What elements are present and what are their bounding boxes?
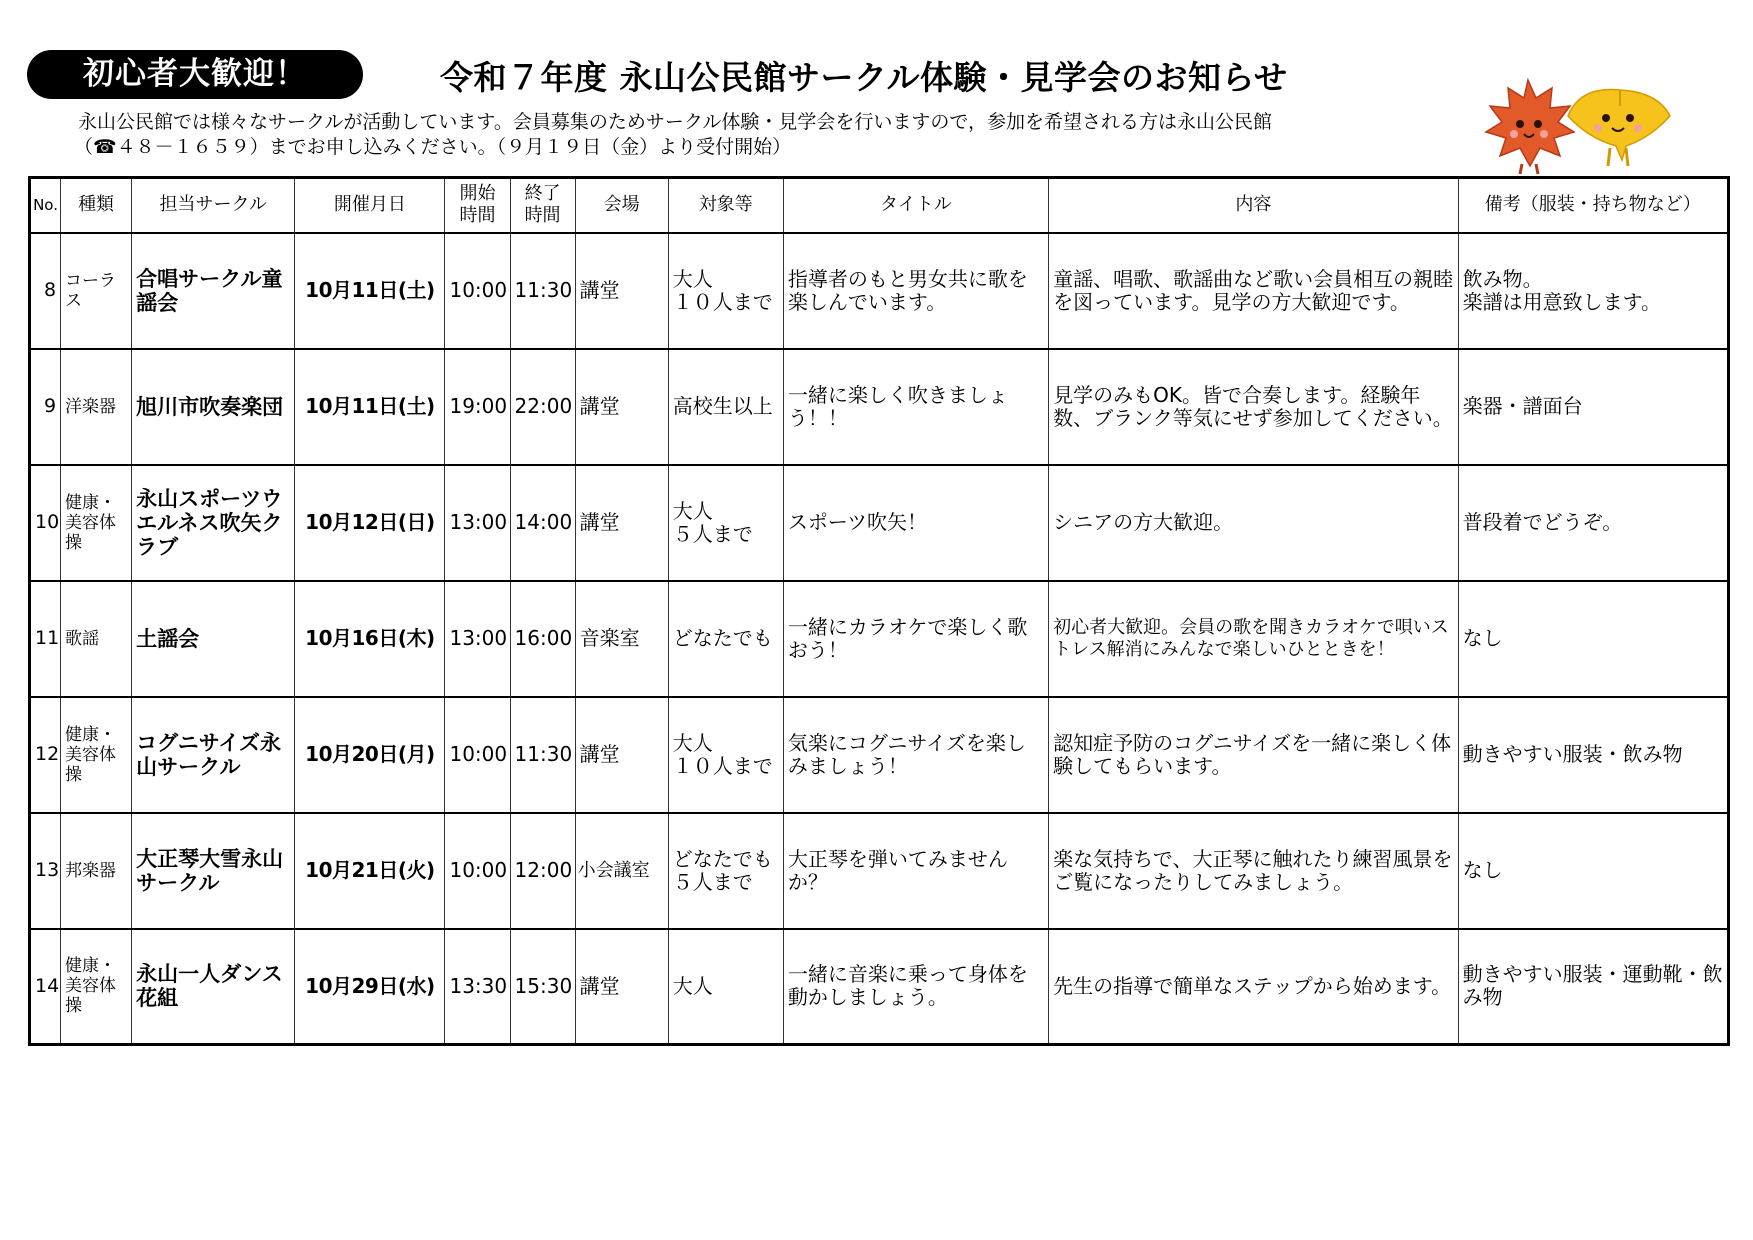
circle-schedule-table	[28, 176, 1730, 1046]
table-row	[30, 349, 1729, 465]
row-venue: 講堂	[575, 233, 668, 349]
row-date: 10月29日(水)	[295, 929, 445, 1045]
row-kind: 歌謡	[61, 581, 132, 697]
page-title: 令和７年度 永山公民館サークル体験・見学会のお知らせ	[440, 58, 1288, 97]
ginkgo-leaf-mascot	[1568, 90, 1670, 166]
table-row	[30, 929, 1729, 1045]
row-notes: 動きやすい服装・運動靴・飲み物	[1458, 929, 1728, 1045]
row-venue: 講堂	[575, 349, 668, 465]
beginners-welcome-badge: 初心者大歓迎！	[27, 50, 363, 99]
row-title: スポーツ吹矢！	[783, 465, 1048, 581]
row-circle: 永山スポーツウエルネス吹矢クラブ	[132, 465, 295, 581]
row-no: 9	[30, 349, 61, 465]
row-content: 認知症予防のコグニサイズを一緒に楽しく体験してもらいます。	[1049, 697, 1458, 813]
row-no: 13	[30, 813, 61, 929]
table-row	[30, 465, 1729, 581]
row-notes: 動きやすい服装・飲み物	[1458, 697, 1728, 813]
table-row	[30, 697, 1729, 813]
row-venue: 講堂	[575, 697, 668, 813]
row-kind: コーラス	[61, 233, 132, 349]
row-date: 10月21日(火)	[295, 813, 445, 929]
row-circle: 土謡会	[132, 581, 295, 697]
row-date: 10月11日(土)	[295, 233, 445, 349]
table-row	[30, 581, 1729, 697]
row-target: 大人 １０人まで	[668, 233, 783, 349]
intro-text	[74, 110, 1438, 160]
header-content: 内容	[1049, 178, 1458, 233]
intro-line-1: 永山公民館では様々なサークルが活動しています。会員募集のためサークル体験・見学会を行いますので，参加を希望される方は永山公民館	[78, 111, 1272, 133]
row-start-time: 13:30	[445, 929, 510, 1045]
row-circle: 大正琴大雪永山サークル	[132, 813, 295, 929]
row-end-time: 11:30	[510, 233, 575, 349]
table-row	[30, 233, 1729, 349]
row-end-time: 14:00	[510, 465, 575, 581]
row-circle: 永山一人ダンス花組	[132, 929, 295, 1045]
intro-line-2: （☎４８－１６５９）までお申し込みください。（９月１９日（金）より受付開始）	[74, 136, 792, 158]
row-end-time: 22:00	[510, 349, 575, 465]
row-no: 11	[30, 581, 61, 697]
header-notes: 備考（服装・持ち物など）	[1458, 178, 1728, 233]
row-no: 12	[30, 697, 61, 813]
row-end-time: 16:00	[510, 581, 575, 697]
row-content: 先生の指導で簡単なステップから始めます。	[1049, 929, 1458, 1045]
row-start-time: 13:00	[445, 581, 510, 697]
row-start-time: 13:00	[445, 465, 510, 581]
header-target: 対象等	[668, 178, 783, 233]
row-venue: 講堂	[575, 465, 668, 581]
row-start-time: 10:00	[445, 233, 510, 349]
header-no: No.	[30, 178, 61, 233]
row-end-time: 12:00	[510, 813, 575, 929]
table-row	[30, 813, 1729, 929]
row-title: 指導者のもと男女共に歌を楽しんでいます。	[783, 233, 1048, 349]
header-start-time: 開始 時間	[445, 178, 510, 233]
row-content: 楽な気持ちで、大正琴に触れたり練習風景をご覧になったりしてみましょう。	[1049, 813, 1458, 929]
row-venue: 小会議室	[575, 813, 668, 929]
row-circle: 合唱サークル童謡会	[132, 233, 295, 349]
row-venue: 講堂	[575, 929, 668, 1045]
header-date: 開催月日	[295, 178, 445, 233]
row-notes: なし	[1458, 581, 1728, 697]
row-content: 見学のみもOK。皆で合奏します。経験年数、ブランク等気にせず参加してください。	[1049, 349, 1458, 465]
row-end-time: 15:30	[510, 929, 575, 1045]
row-kind: 健康・美容体操	[61, 929, 132, 1045]
row-notes: なし	[1458, 813, 1728, 929]
row-kind: 邦楽器	[61, 813, 132, 929]
row-notes: 楽器・譜面台	[1458, 349, 1728, 465]
header-circle: 担当サークル	[132, 178, 295, 233]
row-kind: 洋楽器	[61, 349, 132, 465]
row-end-time: 11:30	[510, 697, 575, 813]
row-kind: 健康・美容体操	[61, 465, 132, 581]
row-circle: コグニサイズ永山サークル	[132, 697, 295, 813]
row-content: 初心者大歓迎。会員の歌を聞きカラオケで唄いストレス解消にみんなで楽しいひとときを！	[1049, 581, 1458, 697]
header-end-time: 終了 時間	[510, 178, 575, 233]
autumn-leaf-mascots-illustration	[1470, 76, 1680, 176]
row-target: 大人 １０人まで	[668, 697, 783, 813]
table-header-row	[30, 178, 1729, 233]
row-title: 一緒にカラオケで楽しく歌おう！	[783, 581, 1048, 697]
row-venue: 音楽室	[575, 581, 668, 697]
row-title: 一緒に楽しく吹きましょう！！	[783, 349, 1048, 465]
row-circle: 旭川市吹奏楽団	[132, 349, 295, 465]
row-target: どなたでも	[668, 581, 783, 697]
row-title: 大正琴を弾いてみませんか？	[783, 813, 1048, 929]
maple-leaf-mascot	[1486, 80, 1574, 174]
row-no: 14	[30, 929, 61, 1045]
row-date: 10月20日(月)	[295, 697, 445, 813]
row-start-time: 10:00	[445, 697, 510, 813]
row-no: 8	[30, 233, 61, 349]
row-target: 大人	[668, 929, 783, 1045]
row-start-time: 10:00	[445, 813, 510, 929]
header-kind: 種類	[61, 178, 132, 233]
row-content: シニアの方大歓迎。	[1049, 465, 1458, 581]
row-notes: 飲み物。 楽譜は用意致します。	[1458, 233, 1728, 349]
row-target: 大人 ５人まで	[668, 465, 783, 581]
row-content: 童謡、唱歌、歌謡曲など歌い会員相互の親睦を図っています。見学の方大歓迎です。	[1049, 233, 1458, 349]
row-kind: 健康・美容体操	[61, 697, 132, 813]
header-title: タイトル	[783, 178, 1048, 233]
row-target: 高校生以上	[668, 349, 783, 465]
header-venue: 会場	[575, 178, 668, 233]
row-no: 10	[30, 465, 61, 581]
row-start-time: 19:00	[445, 349, 510, 465]
row-title: 一緒に音楽に乗って身体を動かしましょう。	[783, 929, 1048, 1045]
row-date: 10月16日(木)	[295, 581, 445, 697]
row-date: 10月12日(日)	[295, 465, 445, 581]
row-title: 気楽にコグニサイズを楽しみましょう！	[783, 697, 1048, 813]
row-notes: 普段着でどうぞ。	[1458, 465, 1728, 581]
row-date: 10月11日(土)	[295, 349, 445, 465]
row-target: どなたでも ５人まで	[668, 813, 783, 929]
